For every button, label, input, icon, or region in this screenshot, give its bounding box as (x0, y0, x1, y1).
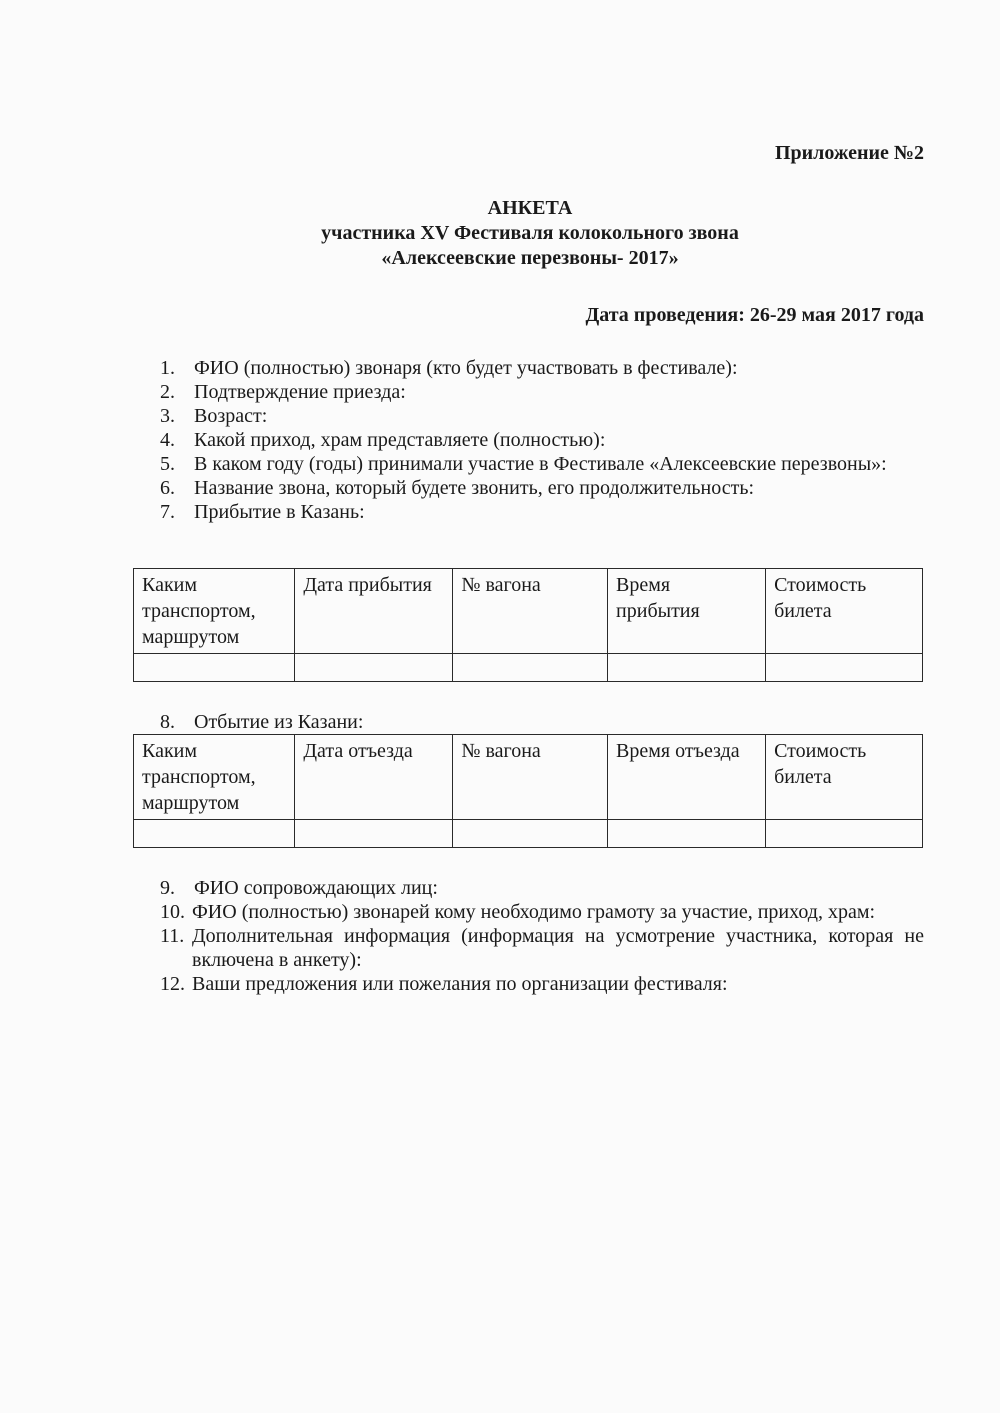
table-cell[interactable] (453, 654, 608, 682)
list-item: 6. Название звона, который будете звонить, его продолжительность: (160, 476, 924, 500)
table-header-cell: Дата отъезда (295, 735, 453, 820)
list-item: 8. Отбытие из Казани: (160, 710, 924, 734)
table-header-row (134, 569, 923, 654)
table-header-cell: Время прибытия (608, 569, 766, 654)
table-cell[interactable] (295, 654, 453, 682)
departure-table (133, 734, 923, 848)
question-text: ФИО (полностью) звонарей кому необходимо грамоту за участие, приход, храм: (192, 901, 876, 923)
form-subtitle-line2: «Алексеевские перезвоны- 2017» (381, 247, 679, 269)
table-header-cell: Стоимость билета (766, 569, 923, 654)
question-text: В каком году (годы) принимали участие в Фестивале «Алексеевские перезвоны»: (194, 453, 887, 475)
table-cell[interactable] (766, 654, 923, 682)
question-text: Ваши предложения или пожелания по организации фестиваля: (192, 973, 728, 995)
table-cell[interactable] (295, 820, 453, 848)
table-cell[interactable] (766, 820, 923, 848)
question-text: ФИО сопровождающих лиц: (194, 877, 438, 899)
list-item: 7. Прибытие в Казань: (160, 500, 924, 524)
question-text: Прибытие в Казань: (194, 501, 365, 523)
list-item: 12. Ваши предложения или пожелания по организации фестиваля: (160, 972, 924, 996)
list-item: 4. Какой приход, храм представляете (полностью): (160, 428, 924, 452)
table-cell[interactable] (608, 654, 766, 682)
list-item: 3. Возраст: (160, 404, 924, 428)
table-header-cell: Каким транспортом, маршрутом (134, 735, 295, 820)
form-title-block (0, 196, 1000, 271)
question-text: Подтверждение приезда: (194, 381, 406, 403)
table-cell[interactable] (134, 654, 295, 682)
table-cell[interactable] (134, 820, 295, 848)
questions-list-part1 (160, 356, 924, 524)
table-header-cell: № вагона (453, 735, 608, 820)
table-header-cell: Каким транспортом, маршрутом (134, 569, 295, 654)
table-cell[interactable] (608, 820, 766, 848)
questions-list-part3 (160, 876, 924, 996)
table-header-cell: № вагона (453, 569, 608, 654)
questions-list-part2 (160, 710, 924, 734)
list-item: 10. ФИО (полностью) звонарей кому необходимо грамоту за участие, приход, храм: (160, 900, 924, 924)
question-text: Какой приход, храм представляете (полностью): (194, 429, 606, 451)
list-item: 11. Дополнительная информация (информация на усмотрение участника, которая не включена в анкету): (160, 925, 924, 971)
list-item: 1. ФИО (полностью) звонаря (кто будет участвовать в фестивале): (160, 356, 924, 380)
question-text: Возраст: (194, 405, 268, 427)
list-item: 2. Подтверждение приезда: (160, 380, 924, 404)
table-header-cell: Время отъезда (608, 735, 766, 820)
table-cell[interactable] (453, 820, 608, 848)
arrival-table (133, 568, 923, 682)
question-text: Название звона, который будете звонить, его продолжительность: (194, 477, 755, 499)
table-row (134, 654, 923, 682)
table-row (134, 820, 923, 848)
list-item: 9. ФИО сопровождающих лиц: (160, 876, 924, 900)
event-date: Дата проведения: 26-29 мая 2017 года (585, 304, 924, 326)
question-text: ФИО (полностью) звонаря (кто будет участвовать в фестивале): (194, 357, 738, 379)
list-item: 5. В каком году (годы) принимали участие в Фестивале «Алексеевские перезвоны»: (160, 452, 924, 476)
table-header-cell: Стоимость билета (766, 735, 923, 820)
table-header-cell: Дата прибытия (295, 569, 453, 654)
form-title: АНКЕТА (487, 197, 573, 219)
appendix-label: Приложение №2 (774, 142, 924, 164)
table-header-row (134, 735, 923, 820)
question-text: Дополнительная информация (информация на усмотрение участника, которая не включена в анкету): (192, 925, 924, 971)
question-text: Отбытие из Казани: (194, 711, 364, 733)
form-subtitle-line1: участника XV Фестиваля колокольного звона (321, 222, 739, 244)
